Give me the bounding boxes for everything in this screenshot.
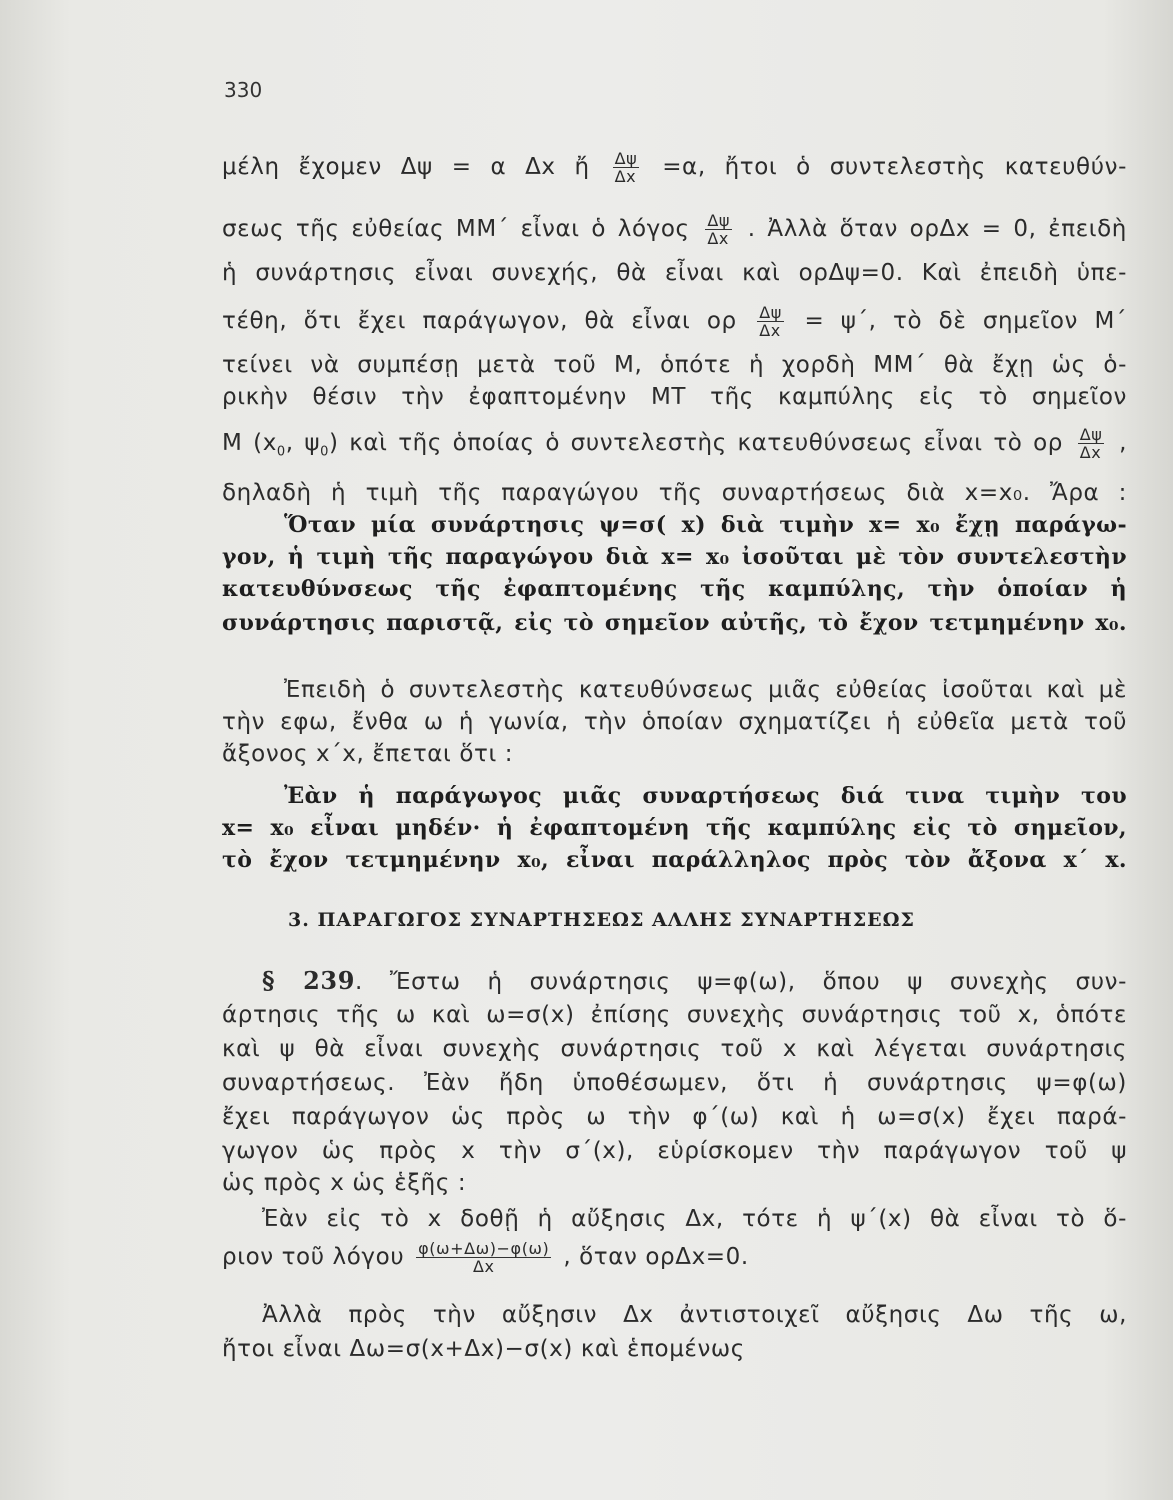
para1-line2 — [222, 212, 1127, 247]
theorem2-line3: τὸ ἔχον τετμημένην x₀, εἶναι παράλληλος πρὸς τὸν ἄξονα x΄ x. — [222, 847, 1127, 873]
theorem1-line1: Ὅταν μία συνάρτησις ψ=σ( x) διὰ τιμὴν x= x₀ ἔχῃ παράγω- — [284, 512, 1127, 538]
text: . Ἀλλὰ ὅταν ορΔx = 0, ἐπειδὴ — [747, 216, 1127, 242]
fraction-numerator: Δψ — [1079, 425, 1103, 444]
text: = ψ΄, τὸ δὲ σημεῖον Μ΄ — [804, 308, 1127, 334]
para2-line1: Ἐπειδὴ ὁ συντελεστὴς κατευθύνσεως μιᾶς εὐθείας ἰσοῦται καὶ μὲ — [284, 677, 1127, 703]
text: μέλη ἔχομεν Δψ = α Δx ἤ — [222, 154, 590, 180]
fraction-denominator: Δx — [759, 321, 781, 340]
para4-line2 — [222, 1240, 1127, 1275]
para1-line4 — [222, 304, 1127, 339]
fraction-denominator: Δx — [472, 1257, 495, 1276]
para4-line1: Ἐὰν εἰς τὸ x δοθῇ ἡ αὔξησις Δx, τότε ἡ ψ΄(x) θὰ εἶναι τὸ ὅ- — [262, 1206, 1127, 1232]
text: , — [1119, 430, 1127, 456]
para1-line6: ρικὴν θέσιν τὴν ἐφαπτομένην ΜΤ τῆς καμπύλης εἰς τὸ σημεῖον — [222, 384, 1127, 410]
text: , ὅταν ορΔx=0. — [563, 1244, 749, 1270]
text: =α, ἤτοι ὁ συντελεστὴς κατευθύν- — [662, 154, 1127, 180]
para2-line2: τὴν εφω, ἔνθα ω ἡ γωνία, τὴν ὁποίαν σχηματίζει ἡ εὐθεῖα μετὰ τοῦ — [222, 709, 1127, 735]
page-number: 330 — [224, 78, 263, 102]
para1-line7 — [222, 426, 1127, 468]
para3-line1 — [262, 966, 1127, 997]
para5-line2: ἤτοι εἶναι Δω=σ(x+Δx)−σ(x) καὶ ἑπομένως — [222, 1336, 745, 1362]
theorem2-line2: x= x₀ εἶναι μηδέν· ἡ ἐφαπτομένη τῆς καμπύλης εἰς τὸ σημεῖον, — [222, 815, 1127, 841]
para3-line2: άρτησις τῆς ω καὶ ω=σ(x) ἐπίσης συνεχὴς συνάρτησις τοῦ x, ὁπότε — [222, 1002, 1127, 1028]
text: Μ ($x_0$, $\psi_0$) καὶ τῆς ὁποίας ὁ συντελεστὴς κατευθύνσεως εἶναι τὸ ορ — [222, 430, 1064, 460]
para3-line7: ὡς πρὸς x ὡς ἑξῆς : — [222, 1170, 467, 1196]
fraction-denominator: Δx — [1079, 443, 1102, 462]
para3-line5: ἔχει παράγωγον ὡς πρὸς ω τὴν φ΄(ω) καὶ ἡ ω=σ(x) ἔχει παρά- — [222, 1104, 1127, 1130]
para1-line1 — [222, 150, 1127, 185]
para5-line1: Ἀλλὰ πρὸς τὴν αὔξησιν Δx ἀντιστοιχεῖ αὔξησις Δω τῆς ω, — [262, 1302, 1127, 1328]
fraction-numerator: Δψ — [759, 303, 782, 322]
theorem2-line1: Ἐὰν ἡ παράγωγος μιᾶς συναρτήσεως διά τινα τιμὴν του — [284, 783, 1127, 809]
para1-line8: δηλαδὴ ἡ τιμὴ τῆς παραγώγου τῆς συναρτήσεως διὰ x=x₀. Ἄρα : — [222, 480, 1127, 506]
fraction — [613, 150, 640, 185]
fraction — [1078, 426, 1105, 461]
section-number: § 239 — [262, 966, 356, 995]
fraction — [416, 1240, 551, 1275]
para1-line3: ἡ συνάρτησις εἶναι συνεχής, θὰ εἶναι καὶ ορΔψ=0. Καὶ ἐπειδὴ ὑπε- — [222, 260, 1127, 286]
fraction — [757, 304, 784, 339]
para3-line4: συναρτήσεως. Ἐὰν ἤδη ὑποθέσωμεν, ὅτι ἡ συνάρτησις ψ=φ(ω) — [222, 1070, 1127, 1096]
fraction-denominator: Δx — [614, 167, 637, 186]
text: σεως τῆς εὐθείας ΜΜ΄ εἶναι ὁ λόγος — [222, 216, 690, 242]
section-heading: 3. ΠΑΡΑΓΩΓΟΣ ΣΥΝΑΡΤΗΣΕΩΣ ΑΛΛΗΣ ΣΥΝΑΡΤΗΣΕΩΣ — [288, 909, 915, 931]
fraction-numerator: Δψ — [614, 149, 638, 168]
fraction-numerator: Δψ — [707, 211, 731, 230]
text: τέθη, ὅτι ἔχει παράγωγον, θὰ εἶναι ορ — [222, 308, 737, 334]
para3-line6: γωγον ὡς πρὸς x τὴν σ΄(x), εὑρίσκομεν τὴν παράγωγον τοῦ ψ — [222, 1138, 1127, 1164]
para3-line3: καὶ ψ θὰ εἶναι συνεχὴς συνάρτησις τοῦ x καὶ λέγεται συνάρτησις — [222, 1036, 1127, 1062]
theorem1-line4: συνάρτησις παριστᾷ, εἰς τὸ σημεῖον αὐτῆς, τὸ ἔχον τετμημένην x₀. — [222, 610, 1127, 636]
text: ριον τοῦ λόγου — [222, 1244, 405, 1270]
para1-line5: τείνει νὰ συμπέσῃ μετὰ τοῦ Μ, ὁπότε ἡ χορδὴ ΜΜ΄ θὰ ἔχῃ ὡς ὁ- — [222, 352, 1127, 378]
text: . Ἔστω ἡ συνάρτησις ψ=φ(ω), ὅπου ψ συνεχὴς συν- — [355, 969, 1127, 995]
fraction-denominator: Δx — [707, 229, 729, 248]
theorem1-line3: κατευθύνσεως τῆς ἐφαπτομένης τῆς καμπύλης, τὴν ὁποίαν ἡ — [222, 576, 1127, 602]
fraction — [705, 212, 732, 247]
para2-line3: ἄξονος x΄x, ἔπεται ὅτι : — [222, 741, 514, 767]
theorem1-line2: γον, ἡ τιμὴ τῆς παραγώγου διὰ x= x₀ ἰσοῦται μὲ τὸν συντελεστὴν — [222, 544, 1127, 570]
fraction-numerator: φ(ω+Δω)−φ(ω) — [418, 1239, 550, 1258]
